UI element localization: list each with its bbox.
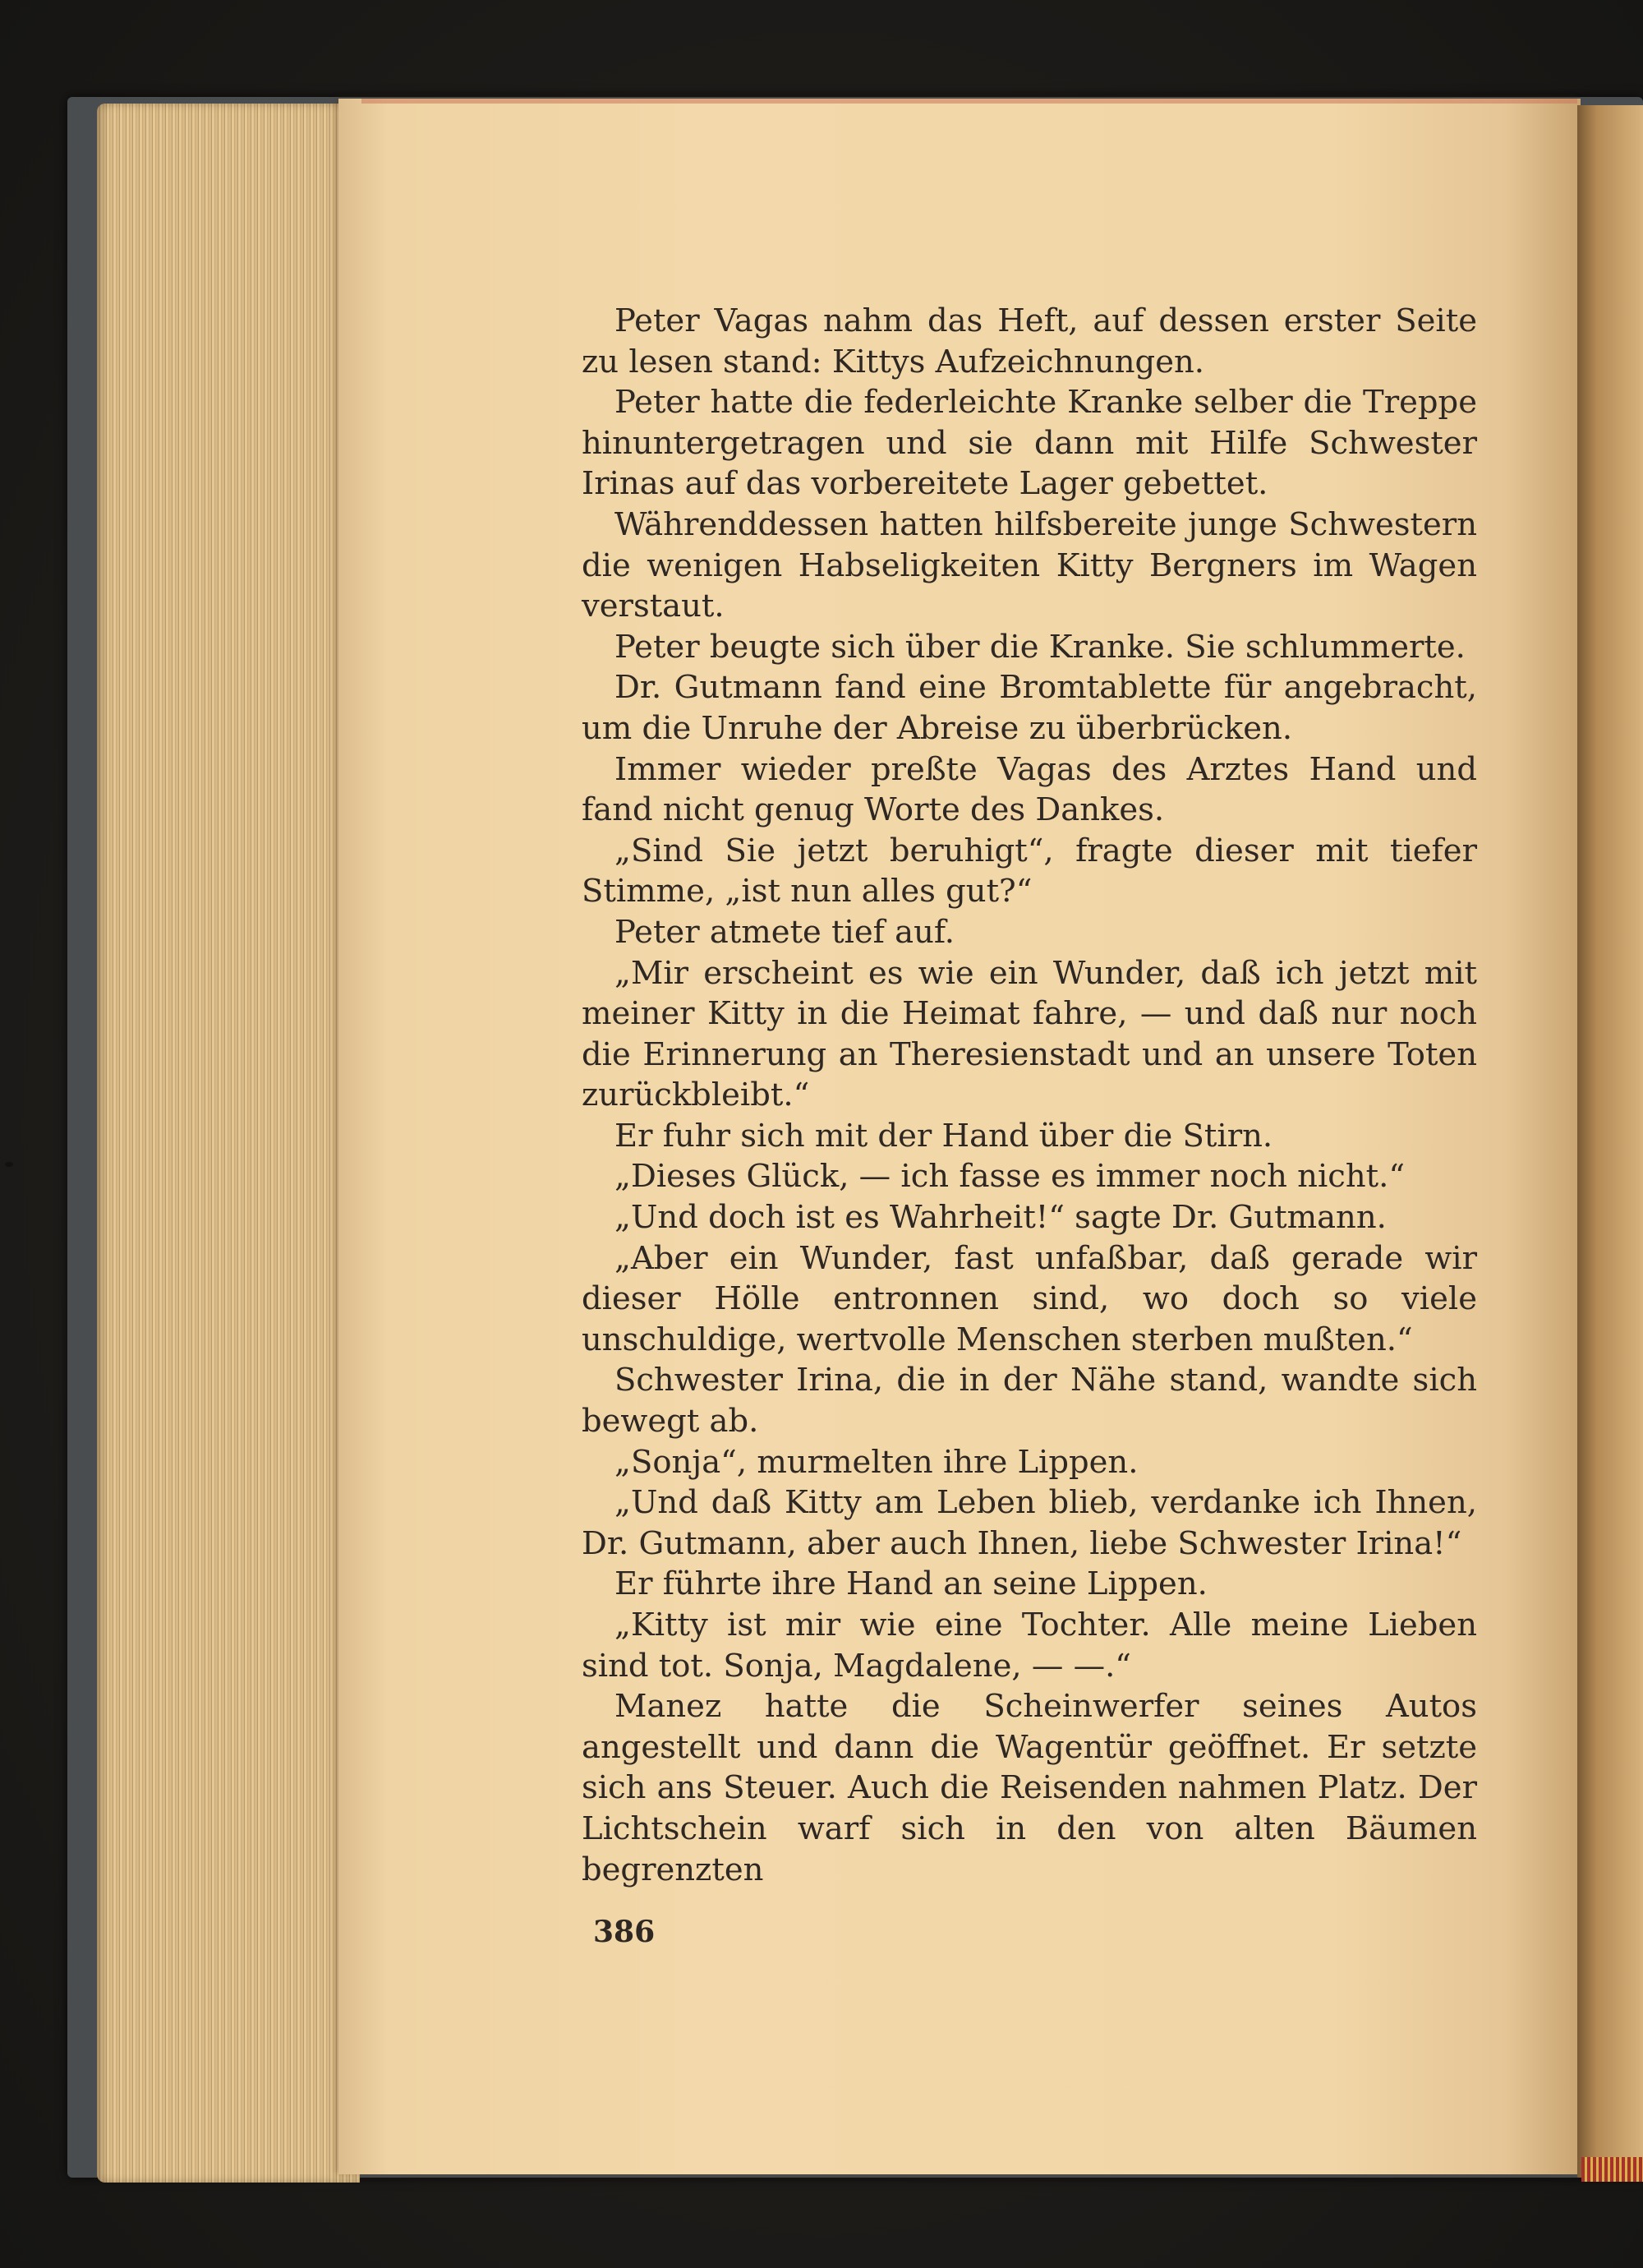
paragraph: Peter beugte sich über die Kranke. Sie schlummerte. — [614, 628, 1466, 666]
decorated-page-edge — [1581, 2157, 1643, 2182]
facing-page-edge — [1577, 105, 1643, 2178]
page-top-edge — [361, 99, 1577, 104]
body-text — [582, 301, 1477, 1890]
paragraph: Peter Vagas nahm das Heft, auf dessen erster Seite zu lesen stand: Kittys Aufzeichnungen. — [582, 302, 1477, 380]
page-stack-edge — [97, 104, 360, 2183]
paragraph: Währenddessen hatten hilfsbereite junge Schwestern die wenigen Habseligkeiten Kitty Bergners im Wagen verstaut. — [582, 505, 1477, 625]
paragraph: „Und doch ist es Wahrheit!“ sagte Dr. Gutmann. — [614, 1199, 1387, 1237]
paragraph: „Kitty ist mir wie eine Tochter. Alle meine Lieben sind tot. Sonja, Magdalene, — —.“ — [582, 1606, 1477, 1685]
paragraph: „Dieses Glück, — ich fasse es immer noch nicht.“ — [614, 1158, 1406, 1196]
paragraph: „Sind Sie jetzt beruhigt“, fragte dieser mit tiefer Stimme, „ist nun alles gut?“ — [582, 832, 1477, 910]
paragraph: „Aber ein Wunder, fast unfaßbar, daß gerade wir dieser Hölle entronnen sind, wo doch so viele unschuldige, wertvolle Menschen sterben mußten.“ — [582, 1239, 1477, 1358]
paragraph: Peter atmete tief auf. — [614, 913, 955, 951]
paragraph: „Mir erscheint es wie ein Wunder, daß ich jetzt mit meiner Kitty in die Heimat fahre, — und daß nur noch die Erinnerung an Theresienstadt und an unsere Toten zurückbleibt.“ — [582, 954, 1477, 1114]
paragraph: Dr. Gutmann fand eine Bromtablette für angebracht, um die Unruhe der Abreise zu überbrücken. — [582, 669, 1477, 747]
paragraph: Peter hatte die federleichte Kranke selber die Treppe hinuntergetragen und sie dann mit Hilfe Schwester Irinas auf das vorbereitete Lager gebettet. — [582, 384, 1477, 503]
scan-dust-mark — [5, 1162, 13, 1167]
paragraph: Er fuhr sich mit der Hand über die Stirn. — [614, 1117, 1273, 1155]
paragraph: „Sonja“, murmelten ihre Lippen. — [614, 1443, 1139, 1481]
page-number: 386 — [593, 1915, 656, 1949]
paragraph: Manez hatte die Scheinwerfer seines Autos angestellt und dann die Wagentür geöffnet. Er setzte sich ans Steuer. Auch die Reisenden nahmen Platz. Der Lichtschein warf sich in den von alten Bäumen begrenzten — [582, 1688, 1477, 1888]
paragraph: Schwester Irina, die in der Nähe stand, wandte sich bewegt ab. — [582, 1362, 1477, 1441]
paragraph: Immer wieder preßte Vagas des Arztes Hand und fand nicht genug Worte des Dankes. — [582, 750, 1477, 829]
paragraph: Er führte ihre Hand an seine Lippen. — [614, 1565, 1208, 1603]
paragraph: „Und daß Kitty am Leben blieb, verdanke ich Ihnen, Dr. Gutmann, aber auch Ihnen, liebe Schwester Irina!“ — [582, 1484, 1477, 1562]
